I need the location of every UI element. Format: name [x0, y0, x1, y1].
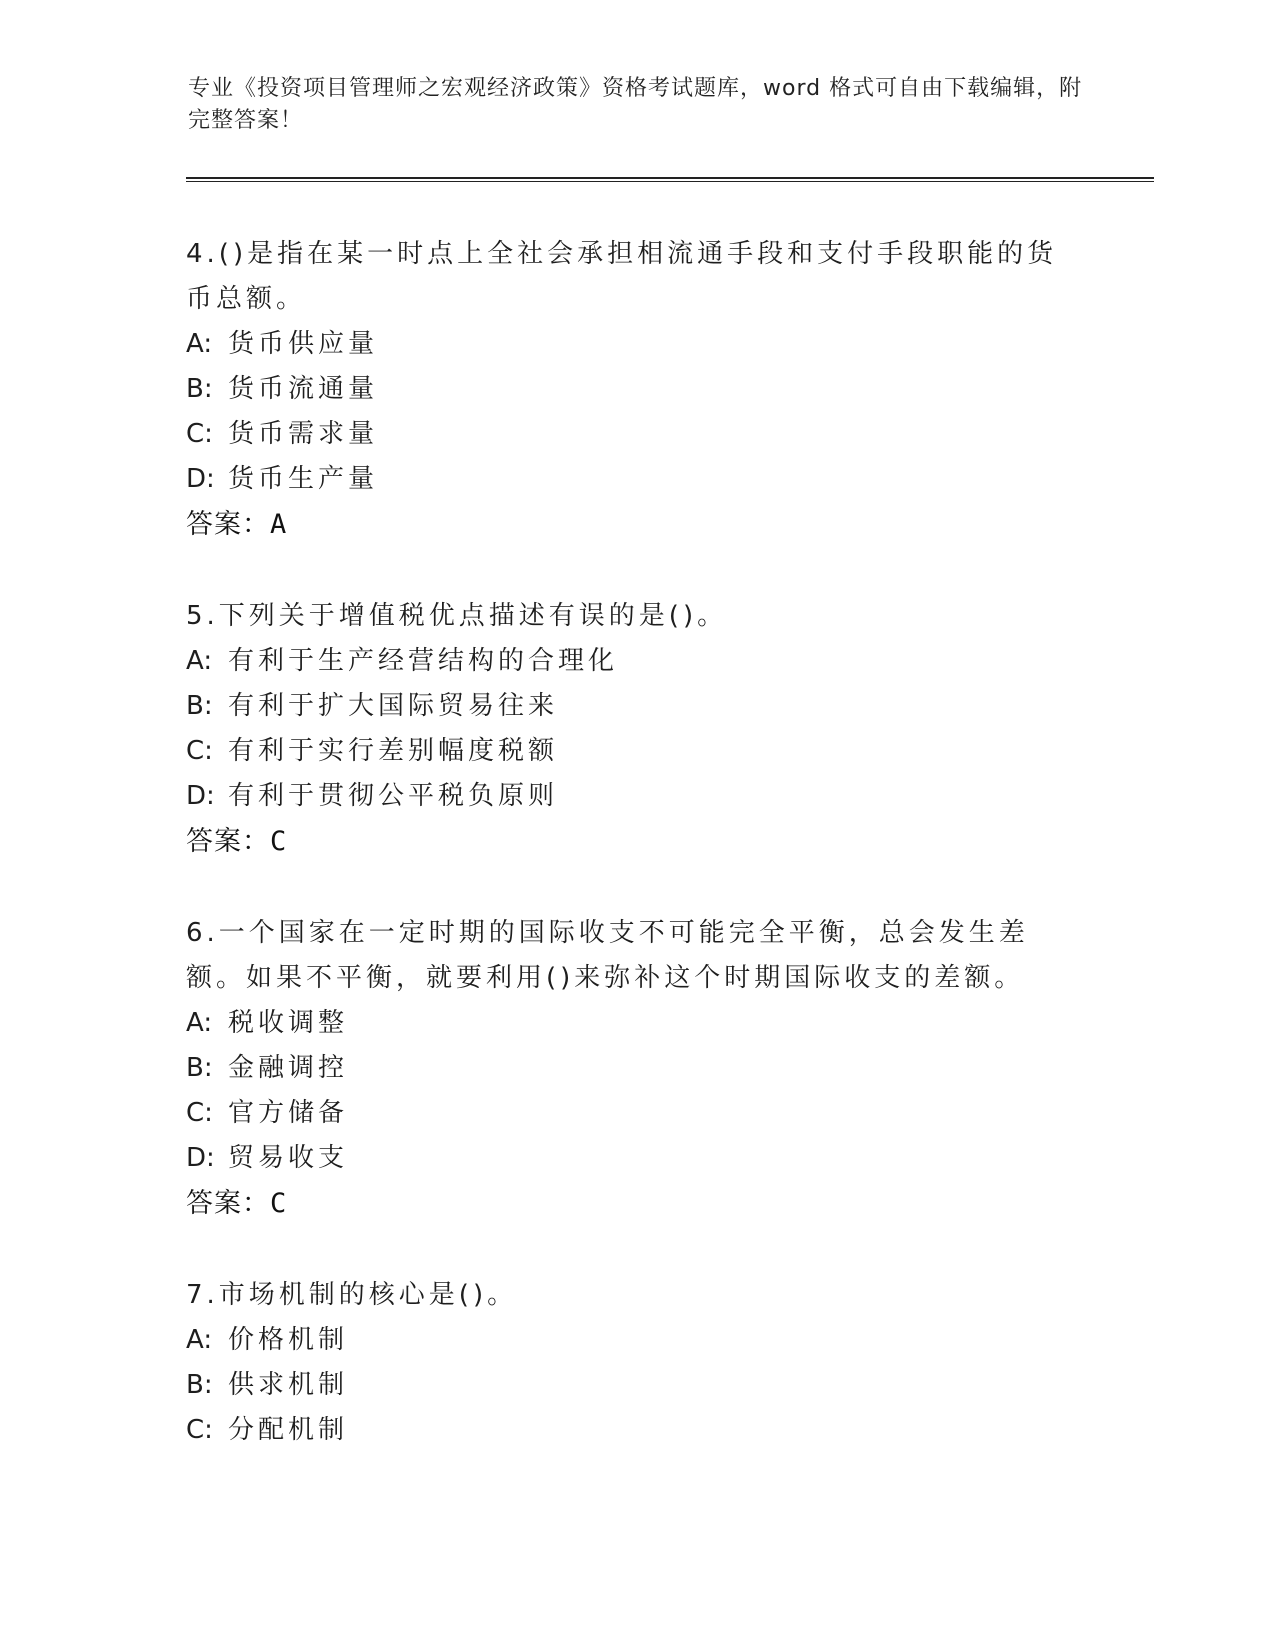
option-letter: B: [186, 1053, 213, 1083]
option-letter: A: [186, 1008, 213, 1038]
option-letter: D: [186, 1143, 215, 1173]
option-b [186, 684, 1086, 729]
question-stem: 4.()是指在某一时点上全社会承担相流通手段和支付手段职能的货币总额。 [186, 239, 1058, 314]
answer-value: C [270, 826, 287, 857]
header-text: 专业《投资项目管理师之宏观经济政策》资格考试题库，word 格式可自由下载编辑，附完整答案！ [188, 76, 1083, 133]
option-c [186, 1091, 1086, 1136]
option-letter: C: [186, 736, 213, 766]
option-text: 有利于扩大国际贸易往来 [228, 691, 559, 721]
option-b [186, 367, 1086, 412]
option-letter: C: [186, 1415, 213, 1445]
option-letter: A: [186, 646, 213, 676]
header-divider [186, 177, 1154, 182]
option-letter: B: [186, 1370, 213, 1400]
answer-label: 答案： [186, 509, 270, 540]
answer-label: 答案： [186, 826, 270, 857]
option-b [186, 1363, 1086, 1408]
option-text: 金融调控 [228, 1053, 349, 1083]
option-text: 供求机制 [228, 1370, 349, 1400]
option-d [186, 1136, 1086, 1181]
option-a [186, 1001, 1086, 1046]
option-a [186, 322, 1086, 367]
option-letter: A: [186, 329, 213, 359]
option-letter: B: [186, 374, 213, 404]
option-letter: A: [186, 1325, 213, 1355]
option-text: 贸易收支 [228, 1143, 349, 1173]
option-text: 价格机制 [228, 1325, 349, 1355]
option-c [186, 412, 1086, 457]
option-text: 货币生产量 [228, 464, 379, 494]
option-letter: D: [186, 464, 215, 494]
option-letter: C: [186, 1098, 213, 1128]
option-text: 官方储备 [228, 1098, 349, 1128]
option-letter: D: [186, 781, 215, 811]
question-stem: 6.一个国家在一定时期的国际收支不可能完全平衡，总会发生差额。如果不平衡，就要利用()来弥补这个时期国际收支的差额。 [186, 918, 1029, 993]
option-d [186, 774, 1086, 819]
option-text: 有利于生产经营结构的合理化 [228, 646, 619, 676]
option-text: 有利于实行差别幅度税额 [228, 736, 559, 766]
option-a [186, 1318, 1086, 1363]
question-stem: 5.下列关于增值税优点描述有误的是()。 [186, 601, 728, 631]
question-item [186, 232, 1086, 547]
option-a [186, 639, 1086, 684]
option-letter: B: [186, 691, 213, 721]
option-text: 有利于贯彻公平税负原则 [228, 781, 559, 811]
option-text: 货币供应量 [228, 329, 379, 359]
option-text: 分配机制 [228, 1415, 349, 1445]
option-text: 税收调整 [228, 1008, 349, 1038]
option-letter: C: [186, 419, 213, 449]
option-text: 货币流通量 [228, 374, 379, 404]
option-c [186, 1408, 1086, 1453]
answer-line [186, 502, 1086, 547]
question-item [186, 911, 1086, 1226]
answer-value: C [270, 1188, 287, 1219]
answer-label: 答案： [186, 1188, 270, 1219]
question-list [186, 232, 1086, 1500]
question-stem: 7.市场机制的核心是()。 [186, 1280, 518, 1310]
option-d [186, 457, 1086, 502]
option-b [186, 1046, 1086, 1091]
option-c [186, 729, 1086, 774]
answer-value: A [270, 509, 287, 540]
answer-line [186, 1181, 1086, 1226]
option-text: 货币需求量 [228, 419, 379, 449]
page-header [188, 73, 1088, 137]
question-item [186, 1273, 1086, 1453]
question-item [186, 594, 1086, 864]
answer-line [186, 819, 1086, 864]
